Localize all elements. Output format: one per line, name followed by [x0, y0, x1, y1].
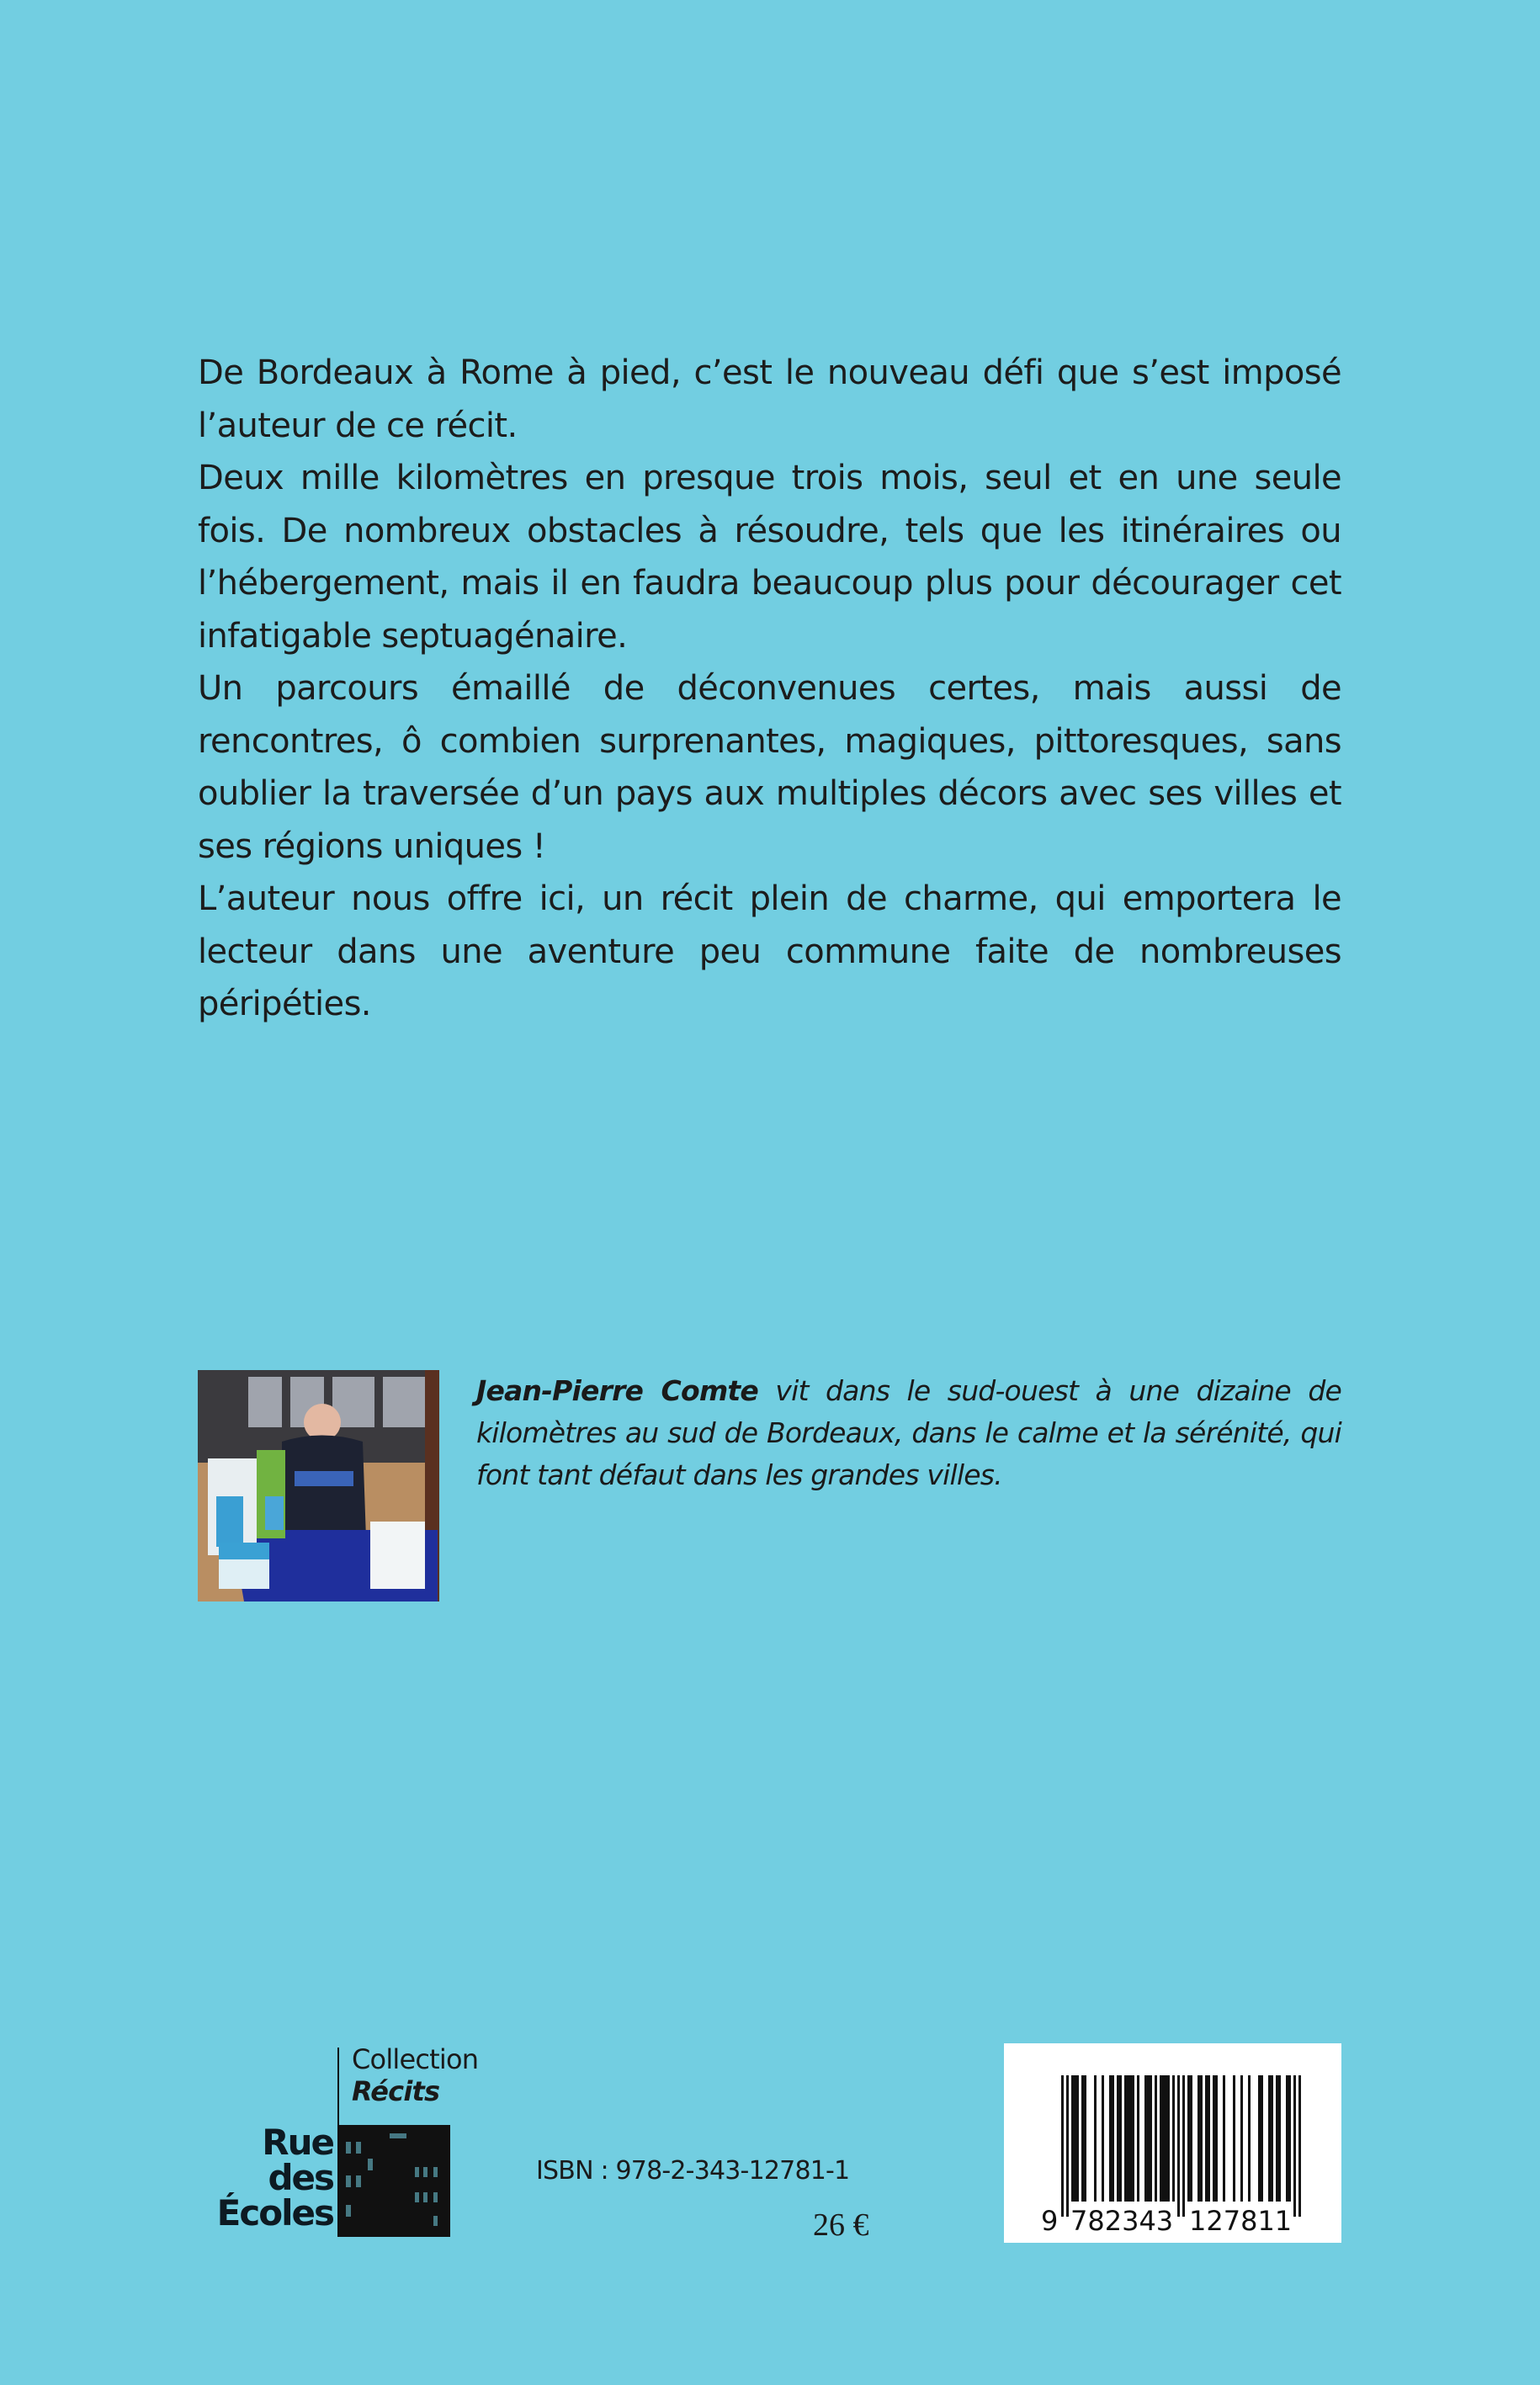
- blurb-paragraph: De Bordeaux à Rome à pied, c’est le nouveau défi que s’est imposé l’auteur de ce récit.: [198, 353, 1341, 445]
- blurb-paragraph: L’auteur nous offre ici, un récit plein de charme, qui emportera le lecteur dans une aventure peu commune faite de nombreuses péripéties.: [198, 879, 1341, 1023]
- price: 26 €: [813, 2207, 869, 2243]
- author-name: Jean-Pierre Comte: [476, 1374, 758, 1407]
- barcode-bar: [1162, 2075, 1165, 2202]
- barcode-bar: [1213, 2075, 1215, 2202]
- barcode-bar: [1127, 2075, 1129, 2202]
- barcode-bar: [1288, 2075, 1291, 2202]
- barcode-bar: [1132, 2075, 1134, 2202]
- barcode-bar: [1197, 2075, 1200, 2202]
- barcode-bar: [1117, 2075, 1119, 2202]
- barcode-bar: [1094, 2075, 1097, 2202]
- barcode-bar: [1240, 2075, 1243, 2202]
- author-photo: [198, 1370, 439, 1602]
- barcode-bar: [1150, 2075, 1152, 2202]
- logo-word: des: [268, 2157, 333, 2198]
- barcode-bar: [1112, 2075, 1114, 2202]
- barcode-bar: [1137, 2075, 1139, 2202]
- barcode-bar: [1215, 2075, 1218, 2202]
- barcode-icon: [1004, 2043, 1341, 2243]
- blurb-paragraph: Deux mille kilomètres en presque trois mois, seul et en une seule fois. De nombreux obstacles à résoudre, tels que les itinéraires ou l’hébergement, mais il en faudra beaucoup plus pour décourager cet infatigable septuagénaire.: [198, 459, 1341, 656]
- barcode-bar: [1177, 2075, 1180, 2217]
- barcode-bar: [1119, 2075, 1122, 2202]
- barcode-bar: [1084, 2075, 1086, 2202]
- barcode-bar: [1155, 2075, 1157, 2202]
- barcode-bar: [1172, 2075, 1175, 2202]
- barcode-bar: [1276, 2075, 1278, 2202]
- barcode-bar: [1160, 2075, 1162, 2202]
- barcode-digits: 127811: [1189, 2205, 1293, 2237]
- barcode-bar: [1071, 2075, 1074, 2202]
- collection-title: Collection: [352, 2043, 479, 2075]
- barcode-digits: 9: [1041, 2205, 1059, 2237]
- publisher-logo: [207, 2122, 333, 2234]
- back-cover-blurb: [198, 347, 1341, 1031]
- barcode-digits: 782343: [1070, 2205, 1174, 2237]
- barcode-bar: [1205, 2075, 1208, 2202]
- barcode-bar: [1182, 2075, 1185, 2217]
- barcode-bar: [1286, 2075, 1288, 2202]
- barcode-bar: [1165, 2075, 1167, 2202]
- barcode-bar: [1167, 2075, 1170, 2202]
- barcode-bar: [1223, 2075, 1225, 2202]
- barcode-bar: [1061, 2075, 1064, 2217]
- barcode-bar: [1187, 2075, 1190, 2202]
- barcode-bar: [1144, 2075, 1147, 2202]
- barcode-bar: [1074, 2075, 1076, 2202]
- logo-word: Écoles: [216, 2192, 333, 2234]
- barcode-bar: [1258, 2075, 1261, 2202]
- barcode-bar: [1268, 2075, 1271, 2202]
- barcode-bar: [1076, 2075, 1079, 2202]
- blurb-paragraph: Un parcours émaillé de déconvenues certes, mais aussi de rencontres, ô combien surprenantes, magiques, pittoresques, sans oublier la traversée d’un pays aux multiples décors avec ses villes et ses régions uniques !: [198, 669, 1341, 866]
- collection-name: Récits: [352, 2075, 440, 2107]
- barcode-bar: [1081, 2075, 1084, 2202]
- logo-word: Rue: [262, 2122, 333, 2163]
- author-bio-text: vit dans le sud-ouest à une dizaine de kilomètres au sud de Bordeaux, dans le calme et la sérénité, qui font tant défaut dans les grandes villes.: [476, 1374, 1341, 1491]
- barcode-bar: [1066, 2075, 1069, 2217]
- barcode-bar: [1271, 2075, 1273, 2202]
- isbn: ISBN : 978-2-343-12781-1: [536, 2156, 850, 2186]
- author-photo-icon: [198, 1370, 439, 1602]
- barcode-bar: [1261, 2075, 1263, 2202]
- street-illustration-icon: [339, 2125, 450, 2237]
- barcode-bar: [1102, 2075, 1104, 2202]
- barcode-bar: [1129, 2075, 1132, 2202]
- barcode-bar: [1233, 2075, 1235, 2202]
- author-bio: [476, 1370, 1341, 1496]
- barcode-bar: [1298, 2075, 1301, 2217]
- barcode-bar: [1109, 2075, 1112, 2202]
- barcode-bar: [1248, 2075, 1251, 2202]
- barcode-bar: [1200, 2075, 1203, 2202]
- barcode-bar: [1208, 2075, 1210, 2202]
- barcode-bar: [1278, 2075, 1281, 2202]
- barcode: [1004, 2043, 1341, 2243]
- barcode-bar: [1147, 2075, 1150, 2202]
- barcode-bar: [1190, 2075, 1192, 2202]
- barcode-bar: [1124, 2075, 1127, 2202]
- collection-label: [352, 2043, 478, 2107]
- barcode-bar: [1293, 2075, 1296, 2217]
